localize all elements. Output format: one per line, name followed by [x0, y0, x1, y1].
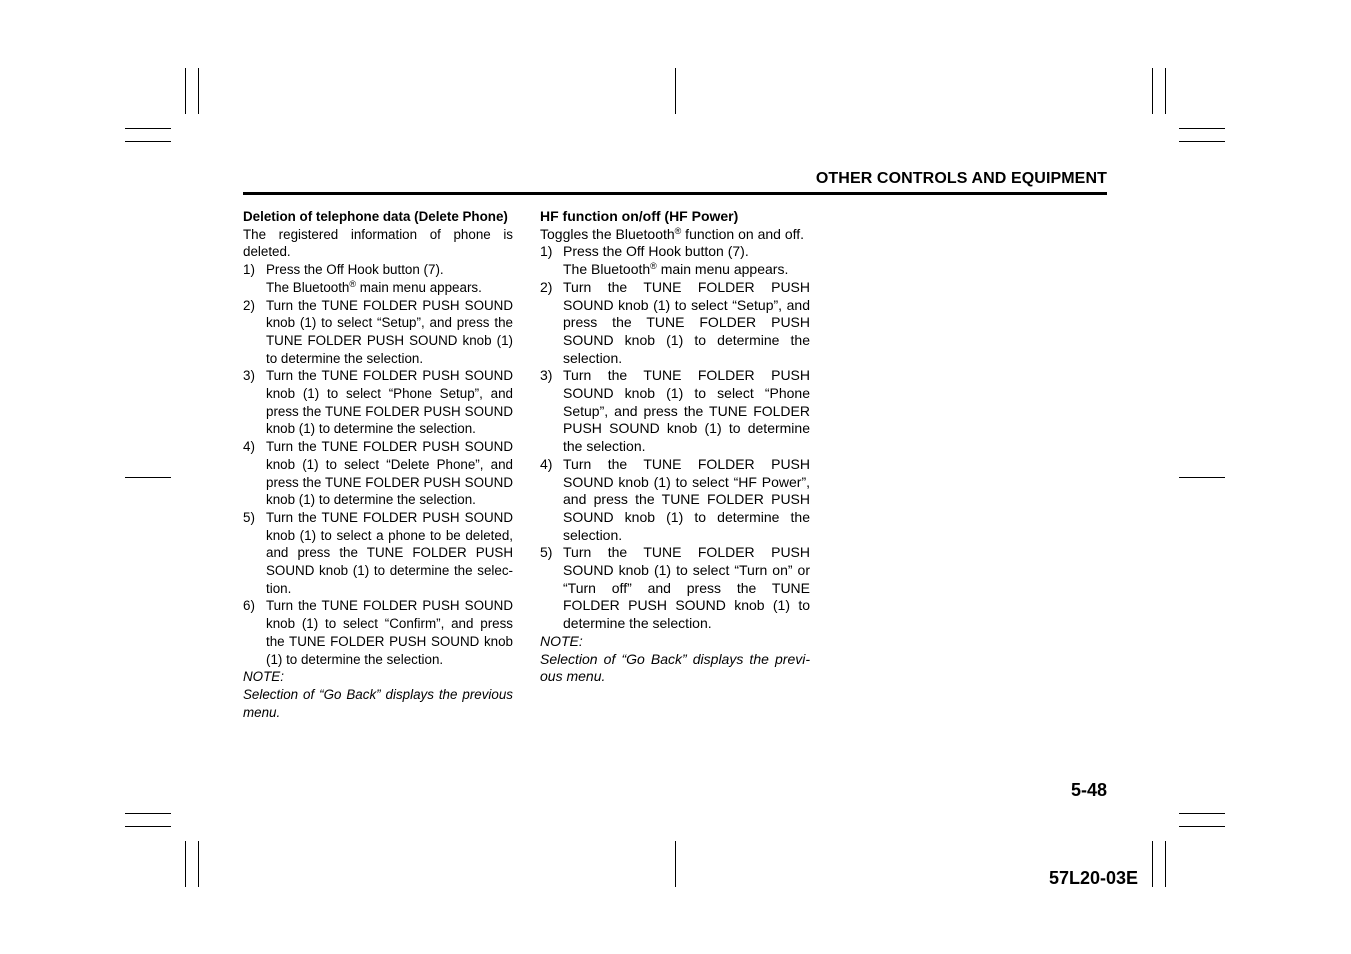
step-text: Press the Off Hook button (7). The Bluetooth® main menu appears. — [563, 243, 810, 278]
step-item — [243, 367, 513, 438]
document-code: 57L20-03E — [1049, 868, 1139, 888]
crop-mark — [675, 841, 676, 887]
crop-mark — [1179, 826, 1225, 827]
header-rule — [243, 192, 1107, 195]
step-item — [243, 297, 513, 368]
crop-mark — [185, 841, 186, 887]
crop-mark — [1179, 813, 1225, 814]
step-number: 5) — [540, 544, 553, 561]
note-text: Selection of “Go Back” displays the previous menu. — [243, 686, 513, 720]
section-heading: HF function on/off (HF Power) — [540, 208, 739, 224]
section-heading: Deletion of telephone data (Delete Phone) — [243, 209, 508, 224]
step-number: 2) — [540, 278, 553, 295]
step-number: 3) — [243, 368, 255, 384]
step-item — [540, 367, 810, 456]
section-title: OTHER CONTROLS AND EQUIPMENT — [815, 170, 1107, 187]
step-number: 4) — [540, 455, 553, 472]
left-column — [243, 208, 513, 721]
step-item — [243, 261, 513, 296]
step-text: Turn the TUNE FOLDER PUSH SOUND knob (1) to select “Confirm”, and press the TUNE FOLDER PUSH SOUND knob (1) to determine the selection. — [266, 598, 513, 667]
step-text: Turn the TUNE FOLDER PUSH SOUND knob (1) to select “Turn on” or “Turn off” and press the TUNE FOLDER PUSH SOUND knob (1) to determine the selection. — [563, 544, 810, 632]
step-text: Press the Off Hook button (7). The Bluetooth® main menu appears. — [266, 261, 513, 296]
step-number: 2) — [243, 297, 255, 313]
step-item — [243, 509, 513, 598]
crop-mark — [185, 68, 186, 114]
step-number: 5) — [243, 509, 255, 525]
crop-mark — [125, 813, 171, 814]
step-number: 6) — [243, 598, 255, 614]
step-text: Turn the TUNE FOLDER PUSH SOUND knob (1) to select a phone to be deleted, and press the TUNE FOLDER PUSH SOUND knob (1) to determine the selec-tion. — [266, 509, 513, 596]
crop-mark — [125, 128, 171, 129]
crop-mark — [125, 141, 171, 142]
right-column — [540, 208, 810, 686]
note-text: Selection of “Go Back” displays the previ-ous menu. — [540, 650, 810, 685]
note-label: NOTE: — [540, 632, 583, 649]
crop-mark — [125, 477, 171, 478]
step-text: Turn the TUNE FOLDER PUSH SOUND knob (1) to select “Phone Setup”, and press the TUNE FOLDER PUSH SOUND knob (1) to determine the selection. — [266, 368, 513, 437]
step-item — [540, 544, 810, 633]
crop-mark — [1179, 141, 1225, 142]
crop-mark — [1152, 68, 1153, 114]
step-item — [243, 438, 513, 509]
crop-mark — [1165, 68, 1166, 114]
step-text: Turn the TUNE FOLDER PUSH SOUND knob (1) to select “Setup”, and press the TUNE FOLDER PUSH SOUND knob (1) to determine the selection. — [266, 297, 513, 366]
step-result: The Bluetooth® main menu appears. — [266, 278, 482, 295]
crop-mark — [1179, 477, 1225, 478]
step-item — [243, 597, 513, 668]
intro-paragraph: The registered information of phone is deleted. — [243, 226, 513, 260]
intro-paragraph: Toggles the Bluetooth® function on and off. — [540, 225, 805, 242]
step-number: 3) — [540, 367, 553, 384]
step-text: Turn the TUNE FOLDER PUSH SOUND knob (1) to select “Phone Setup”, and press the TUNE FOLDER PUSH SOUND knob (1) to determine the selection. — [563, 367, 810, 455]
crop-mark — [1179, 128, 1225, 129]
step-number: 4) — [243, 439, 255, 455]
page-number: 5-48 — [1070, 780, 1107, 800]
step-text: Turn the TUNE FOLDER PUSH SOUND knob (1) to select “HF Power”, and press the TUNE FOLDER PUSH SOUND knob (1) to determine the selection. — [563, 455, 810, 543]
step-item — [540, 279, 810, 368]
step-text: Turn the TUNE FOLDER PUSH SOUND knob (1) to select “Delete Phone”, and press the TUNE FOLDER PUSH SOUND knob (1) to determine the selection. — [266, 439, 513, 508]
crop-mark — [1165, 841, 1166, 887]
crop-mark — [198, 68, 199, 114]
step-item — [540, 243, 810, 278]
step-result: The Bluetooth® main menu appears. — [563, 261, 789, 278]
crop-mark — [675, 68, 676, 114]
step-item — [540, 456, 810, 545]
note-label: NOTE: — [243, 669, 284, 685]
step-text: Turn the TUNE FOLDER PUSH SOUND knob (1) to select “Setup”, and press the TUNE FOLDER PUSH SOUND knob (1) to determine the selection. — [563, 278, 810, 366]
step-number: 1) — [540, 243, 553, 260]
crop-mark — [1152, 841, 1153, 887]
step-number: 1) — [243, 262, 255, 278]
crop-mark — [198, 841, 199, 887]
crop-mark — [125, 826, 171, 827]
